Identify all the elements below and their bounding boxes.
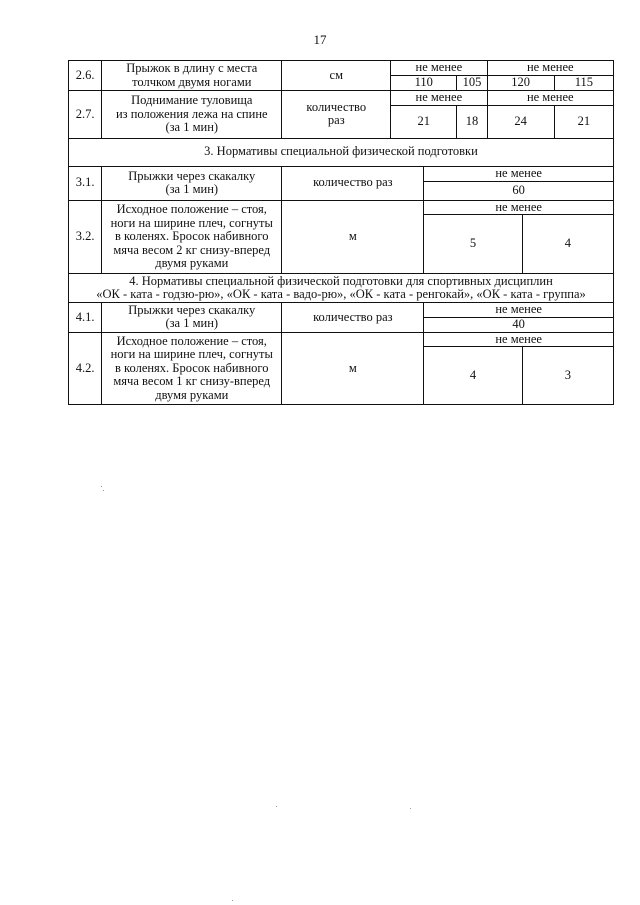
name-line: Прыжки через скакалку (128, 168, 256, 183)
unit-line: количество (306, 99, 367, 114)
row-4-1-unit: количество раз (282, 303, 424, 333)
row-4-1-name (102, 303, 282, 333)
row-3-2-number: 3.2. (69, 200, 102, 274)
value-cell: 18 (457, 105, 487, 138)
row-3-1-label: не менее (424, 166, 614, 181)
row-3-2-name (102, 200, 282, 274)
scan-speck (410, 808, 411, 809)
row-2-6-unit: см (282, 61, 391, 91)
row-4-2-name (102, 332, 282, 405)
unit-line: раз (327, 113, 345, 128)
name-line: толчком двумя ногами (132, 74, 252, 89)
name-line: ноги на ширине плеч, согнуты (110, 215, 273, 230)
value-cell: 105 (457, 76, 487, 91)
name-line: ноги на ширине плеч, согнуты (110, 347, 273, 361)
section-4-title (69, 274, 614, 303)
value-cell: 110 (391, 76, 457, 91)
value-cell: 3 (522, 347, 613, 405)
scan-speck (101, 486, 102, 487)
row-3-1-name (102, 166, 282, 200)
section-4-title-line: «ОК - ката - годзю-рю», «ОК - ката - вадо-рю», «ОК - ката - ренгокай», «ОК - ката - группа» (96, 287, 586, 301)
row-2-6-name (102, 61, 282, 91)
row-2-6-group2-label: не менее (487, 61, 614, 76)
name-line: в коленях. Бросок набивного (115, 229, 269, 243)
name-line: Исходное положение – стоя, (116, 202, 267, 216)
row-4-1-number: 4.1. (69, 303, 102, 333)
name-line: (за 1 мин) (165, 120, 219, 134)
value-cell: 4 (424, 347, 522, 405)
name-line: Поднимание туловища (131, 93, 253, 107)
scan-speck (103, 490, 104, 491)
standards-table (68, 60, 614, 405)
value-cell: 21 (554, 105, 613, 138)
row-3-1-number: 3.1. (69, 166, 102, 200)
name-line: двумя руками (155, 256, 229, 270)
scan-speck (232, 900, 233, 901)
row-2-6-group1-label: не менее (391, 61, 487, 76)
row-2-7-name (102, 91, 282, 139)
name-line: Прыжки через скакалку (128, 302, 256, 317)
row-3-1-unit: количество раз (282, 166, 424, 200)
row-2-7-group1-label: не менее (391, 91, 487, 106)
name-line: Исходное положение – стоя, (116, 333, 267, 348)
row-3-2-unit: м (282, 200, 424, 274)
value-cell: 120 (487, 76, 554, 91)
name-line: Прыжок в длину с места (126, 61, 258, 75)
row-4-2-number: 4.2. (69, 332, 102, 405)
value-cell: 4 (522, 215, 613, 274)
row-4-1-label: не менее (424, 303, 614, 318)
scan-speck (276, 806, 277, 807)
name-line: в коленях. Бросок набивного (115, 360, 269, 375)
value-cell: 60 (424, 181, 614, 200)
row-2-7-number: 2.7. (69, 91, 102, 139)
row-4-2-label: не менее (424, 332, 614, 347)
value-cell: 40 (424, 317, 614, 332)
row-2-7-group2-label: не менее (487, 91, 614, 106)
section-3-title: 3. Нормативы специальной физической подготовки (69, 138, 614, 166)
name-line: (за 1 мин) (165, 316, 219, 331)
name-line: двумя руками (155, 387, 229, 402)
name-line: (за 1 мин) (165, 182, 219, 196)
name-line: мяча весом 2 кг снизу-вперед (113, 242, 271, 257)
page-number: 17 (313, 32, 327, 47)
section-4-title-line: 4. Нормативы специальной физической подготовки для спортивных дисциплин (129, 273, 553, 288)
name-line: мяча весом 1 кг снизу-вперед (113, 374, 271, 388)
value-cell: 21 (391, 105, 457, 138)
value-cell: 115 (554, 76, 613, 91)
row-2-6-number: 2.6. (69, 61, 102, 91)
row-4-2-unit: м (282, 332, 424, 405)
value-cell: 5 (424, 215, 522, 274)
value-cell: 24 (487, 105, 554, 138)
name-line: из положения лежа на спине (115, 106, 268, 121)
row-3-2-label: не менее (424, 200, 614, 215)
row-2-7-unit (282, 91, 391, 139)
